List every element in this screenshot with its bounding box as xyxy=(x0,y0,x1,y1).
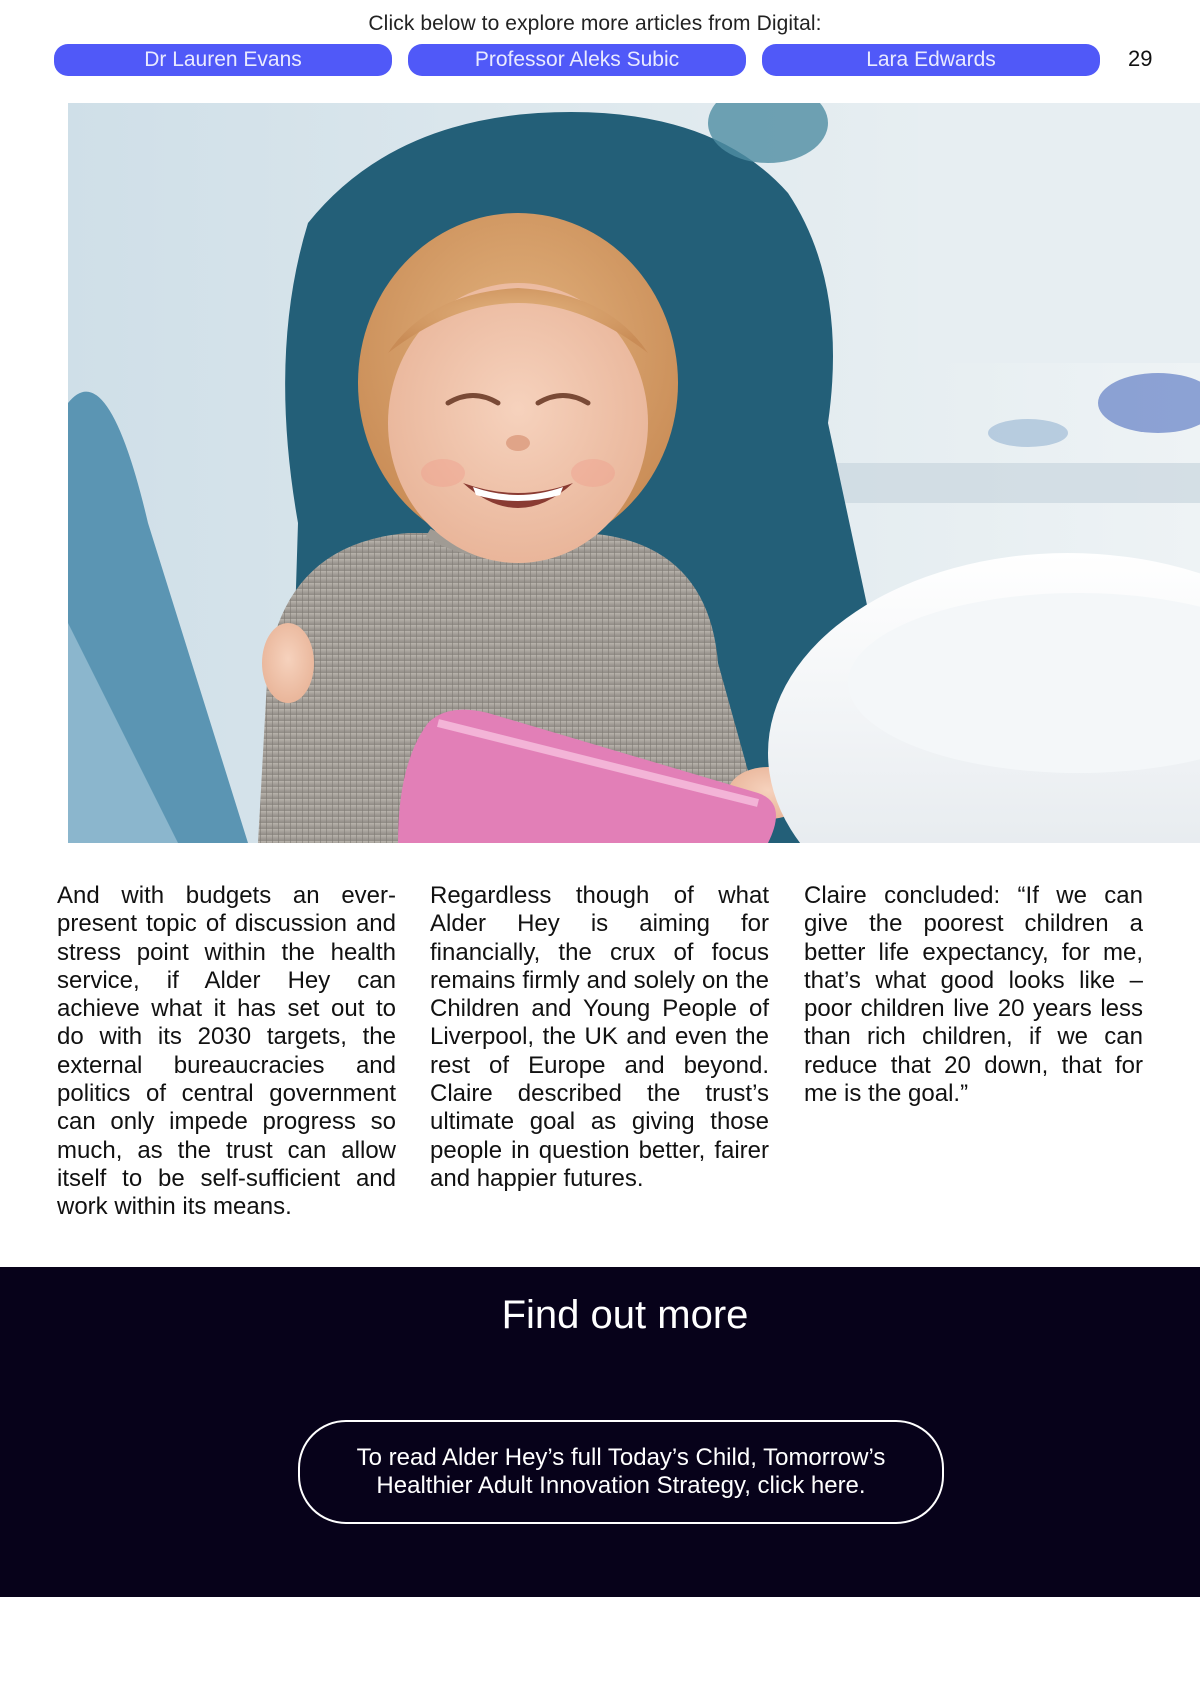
article-column-1 xyxy=(57,882,396,1222)
column-1-text: And with budgets an ever-present topic of discussion and stress point within the health service, if Alder Hey can achieve what it has set out to do with its 2030 targets, the external bureaucracies and politics of central government can only impede progress so much, as the trust can allow itself to be self-sufficient and work within its means. xyxy=(57,882,396,1221)
article-column-3 xyxy=(804,882,1143,1108)
find-out-more-heading: Find out more xyxy=(501,1293,749,1337)
child-dental-photo-icon xyxy=(68,103,1200,843)
column-3-text: Claire concluded: “If we can give the poorest children a better life expectancy, for me, that’s what good looks like – poor children live 20 years less than rich children, if we can reduce that 20 down, that for me is the goal.” xyxy=(804,882,1143,1108)
nav-link-dr-lauren-evans[interactable]: Dr Lauren Evans xyxy=(54,44,392,76)
column-2-text: Regardless though of what Alder Hey is aiming for financially, the crux of focus remains firmly and solely on the Children and Young People of Liverpool, the UK and even the rest of Europe and beyond. Claire described the trust’s ultimate goal as giving those people in question better, fairer and happier futures. xyxy=(430,882,769,1192)
article-column-2 xyxy=(430,882,769,1193)
article-photo xyxy=(68,103,1200,843)
read-strategy-button[interactable]: To read Alder Hey’s full Today’s Child, Tomorrow’s Healthier Adult Innovation Strategy, click here. xyxy=(298,1420,944,1524)
page-number: 29 xyxy=(1128,46,1153,71)
nav-link-lara-edwards[interactable]: Lara Edwards xyxy=(762,44,1100,76)
nav-link-professor-aleks-subic[interactable]: Professor Aleks Subic xyxy=(408,44,746,76)
explore-caption: Click below to explore more articles from Digital: xyxy=(368,12,822,35)
